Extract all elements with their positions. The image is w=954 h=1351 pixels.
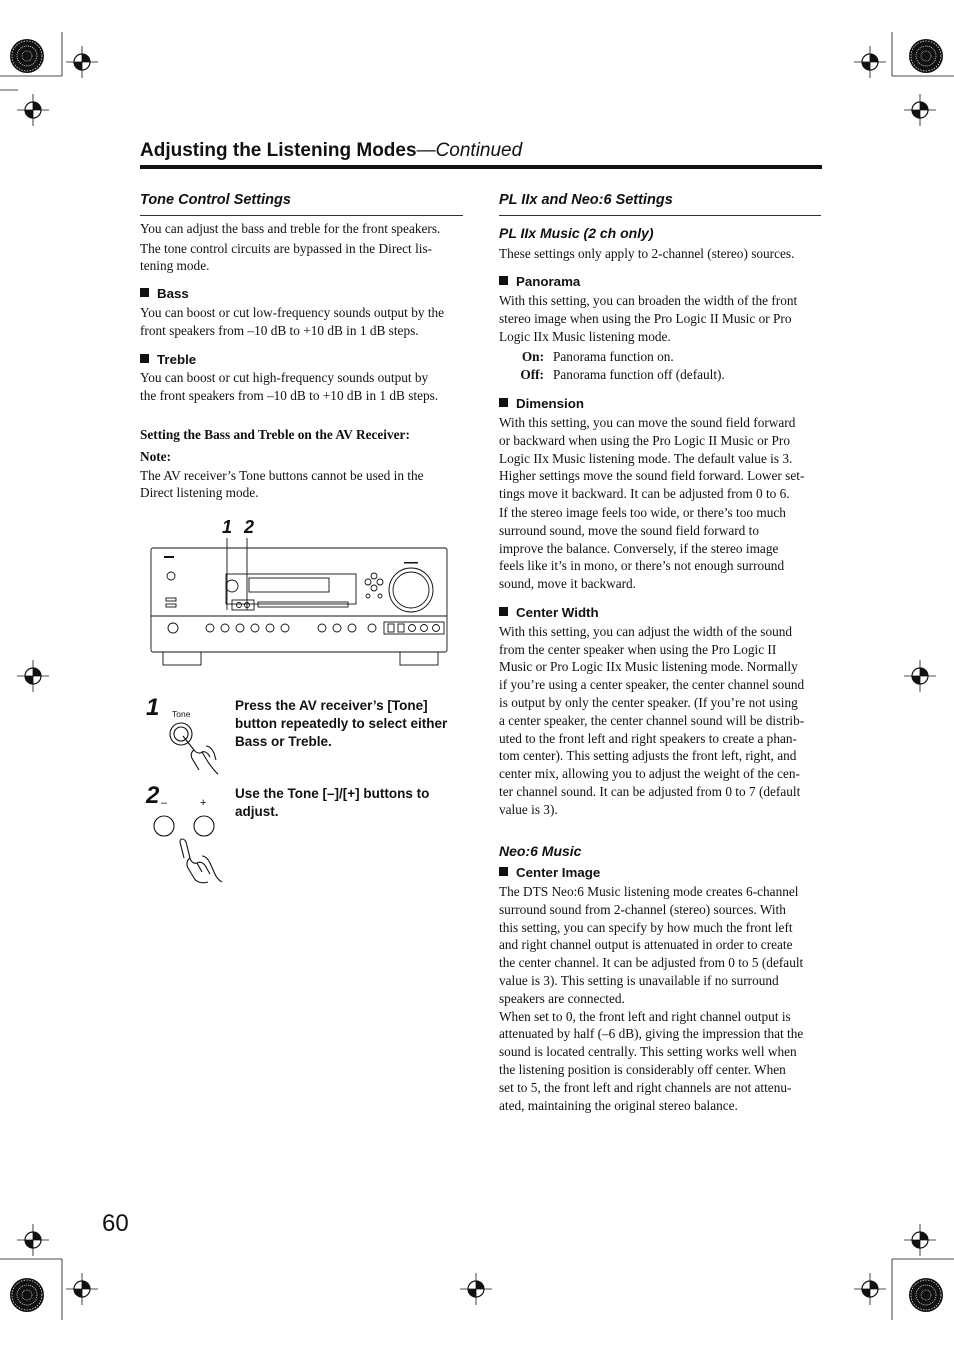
treble-line: the front speakers from –10 dB to +10 dB in 1 dB steps. xyxy=(140,388,439,404)
bass-heading: Bass xyxy=(140,285,463,303)
center-image-line: surround sound from 2-channel (stereo) sources. With xyxy=(499,901,786,917)
square-bullet-icon xyxy=(499,398,508,407)
center-image-line: The DTS Neo:6 Music listening mode creates 6-channel xyxy=(499,884,799,900)
center-image-line: speakers are connected. xyxy=(499,990,625,1006)
step2-line: adjust. xyxy=(235,804,279,819)
panorama-line: stereo image when using the Pro Logic II Music or Pro xyxy=(499,310,792,326)
step1-instructions xyxy=(235,697,470,751)
step1-line: button repeatedly to select either xyxy=(235,716,448,731)
left-column xyxy=(140,192,463,502)
center-width-line: from the center speaker when using the Pro Logic II xyxy=(499,641,777,657)
plIIx-music-line: These settings only apply to 2-channel (stereo) sources. xyxy=(499,245,795,261)
option-key: On: xyxy=(521,348,544,364)
plIIx-neo6-title: PL IIx and Neo:6 Settings xyxy=(499,192,673,208)
treble-heading: Treble xyxy=(140,351,463,369)
center-width-line: tom center). This setting adjusts the front left, right, and xyxy=(499,748,797,764)
center-width-line: is output by only the center speaker. (If you’re not using xyxy=(499,694,798,710)
panorama-option-off xyxy=(499,366,822,384)
page-header-title xyxy=(140,140,522,162)
dimension-line: surround sound, move the sound field forward to xyxy=(499,522,759,538)
note-heading: Note: xyxy=(140,448,172,464)
callout-number: 1 xyxy=(222,517,233,537)
center-image-heading: Center Image xyxy=(499,864,822,882)
header-rule xyxy=(140,165,822,169)
section-rule xyxy=(499,215,821,216)
dimension-line: If the stereo image feels too wide, or there’s too much xyxy=(499,504,786,520)
center-image-line: value is 3). This setting is unavailable if no surround xyxy=(499,973,779,989)
dimension-line: With this setting, you can move the sound field forward xyxy=(499,414,796,430)
square-bullet-icon xyxy=(499,276,508,285)
center-width-line: if you’re using a center speaker, the center channel sound xyxy=(499,677,805,693)
bass-line: front speakers from –10 dB to +10 dB in 1 dB steps. xyxy=(140,322,419,338)
step2-line: Use the Tone [–]/[+] buttons to xyxy=(235,786,430,801)
step-number: 2 xyxy=(146,782,160,809)
note-line: The AV receiver’s Tone buttons cannot be used in the xyxy=(140,467,424,483)
step1-line: Bass or Treble. xyxy=(235,734,332,749)
center-image-line: attenuated by half (–6 dB), giving the impression that the xyxy=(499,1026,804,1042)
center-image-line: When set to 0, the front left and right channel output is xyxy=(499,1008,791,1024)
dimension-heading: Dimension xyxy=(499,395,822,413)
center-width-line: ter channel sound. It can be adjusted from 0 to 7 (default xyxy=(499,783,801,799)
center-width-heading: Center Width xyxy=(499,604,822,622)
dimension-line: sound, move it backward. xyxy=(499,576,637,592)
center-width-line: center mix, allowing you to adjust the weight of the cen- xyxy=(499,766,800,782)
center-width-line: a center speaker, the center channel sound will be distrib- xyxy=(499,712,805,728)
option-value: Panorama function off (default). xyxy=(553,367,725,383)
center-image-line: the center channel. It can be adjusted from 0 to 5 (default xyxy=(499,955,804,971)
minus-label: – xyxy=(161,797,168,809)
panorama-line: Logic IIx Music listening mode. xyxy=(499,328,671,344)
tone-label: Tone xyxy=(172,709,191,719)
hand-pressing-plus-minus-icon xyxy=(150,812,230,888)
bass-line: You can boost or cut low-frequency sounds output by the xyxy=(140,304,445,320)
neo6-music-title: Neo:6 Music xyxy=(499,842,582,859)
square-bullet-icon xyxy=(499,607,508,616)
dimension-line: improve the balance. Conversely, if the stereo image xyxy=(499,540,779,556)
right-column xyxy=(499,192,822,1114)
step2-instructions xyxy=(235,785,470,821)
center-width-line: uted to the front left and right speakers to create a phan- xyxy=(499,730,797,746)
center-width-line: Music or Pro Logic IIx Music listening mode. Normally xyxy=(499,659,798,675)
callout-number: 2 xyxy=(244,517,255,537)
center-image-line: the listening position is considerably off center. When xyxy=(499,1062,786,1078)
center-image-line: this setting, you can specify by how much the front left xyxy=(499,919,793,935)
option-value: Panorama function on. xyxy=(553,348,674,364)
av-receiver-illustration xyxy=(148,530,450,668)
step-number: 1 xyxy=(146,694,160,721)
square-bullet-icon xyxy=(499,867,508,876)
plIIx-music-title: PL IIx Music (2 ch only) xyxy=(499,224,654,241)
step1-line: Press the AV receiver’s [Tone] xyxy=(235,698,428,713)
panorama-heading: Panorama xyxy=(499,273,822,291)
center-image-line: and right channel output is attenuated in order to create xyxy=(499,937,793,953)
square-bullet-icon xyxy=(140,288,149,297)
center-image-line: ated, maintaining the original stereo balance. xyxy=(499,1097,738,1113)
panorama-line: With this setting, you can broaden the width of the front xyxy=(499,293,798,309)
option-key: Off: xyxy=(520,367,544,383)
page-number: 60 xyxy=(102,1210,129,1237)
intro-line: The tone control circuits are bypassed in the Direct lis- xyxy=(140,240,433,256)
setting-heading: Setting the Bass and Treble on the AV Receiver: xyxy=(140,426,410,442)
treble-line: You can boost or cut high-frequency sounds output by xyxy=(140,370,429,386)
note-line: Direct listening mode. xyxy=(140,485,259,501)
panorama-option-on xyxy=(499,348,822,366)
center-image-text xyxy=(499,883,822,1114)
dimension-line: Logic IIx Music listening mode. The default value is 3. xyxy=(499,450,793,466)
dimension-line: or backward when using the Pro Logic II Music or Pro xyxy=(499,432,790,448)
header-continued: —Continued xyxy=(416,140,523,161)
plus-label: + xyxy=(200,797,207,809)
tone-control-title: Tone Control Settings xyxy=(140,192,291,208)
square-bullet-icon xyxy=(140,354,149,363)
dimension-text xyxy=(499,414,822,593)
intro-line: tening mode. xyxy=(140,258,210,274)
header-title-text: Adjusting the Listening Modes xyxy=(140,140,417,161)
intro-line: You can adjust the bass and treble for the front speakers. xyxy=(140,220,441,236)
section-rule xyxy=(140,215,463,216)
dimension-line: Higher settings move the sound field forward. Lower set- xyxy=(499,468,805,484)
center-image-line: set to 5, the front left and right channels are not attenu- xyxy=(499,1079,792,1095)
dimension-line: tings move it backward. It can be adjusted from 0 to 6. xyxy=(499,486,790,502)
dimension-line: feels like it’s in mono, or there’s not enough surround xyxy=(499,558,785,574)
center-width-line: value is 3). xyxy=(499,801,558,817)
center-width-line: With this setting, you can adjust the width of the sound xyxy=(499,623,793,639)
center-image-line: sound is located centrally. This setting works well when xyxy=(499,1044,797,1060)
center-width-text xyxy=(499,623,822,819)
